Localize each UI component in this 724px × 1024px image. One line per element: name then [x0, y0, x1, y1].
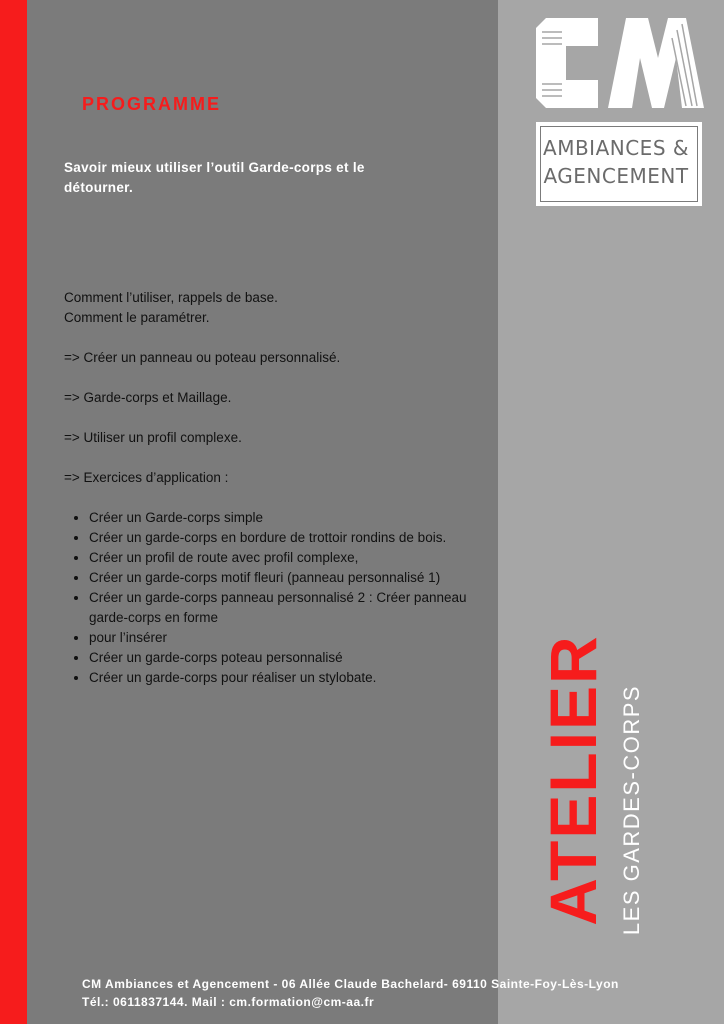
list-item: • Créer un profil de route avec profil complexe, [89, 548, 484, 568]
content-item: => Utiliser un profil complexe. [64, 430, 242, 445]
content-line: Comment le paramétrer. [64, 310, 210, 325]
cm-logo-mark [536, 18, 706, 108]
company-logo [536, 18, 706, 202]
logo-line-1: AMBIANCES & [543, 136, 689, 160]
atelier-title: ATELIER [536, 634, 610, 926]
list-item: • Créer un garde-corps en bordure de trottoir rondins de bois. [89, 528, 484, 548]
intro-text: Savoir mieux utiliser l’outil Garde-corps et le détourner. [64, 160, 365, 195]
atelier-subtitle: LES GARDES-CORPS [619, 684, 644, 936]
footer-contact [82, 975, 682, 1011]
footer-phone-mail: Tél.: 0611837144. Mail : cm.formation@cm-aa.fr [82, 995, 375, 1009]
exercise-list [64, 508, 484, 688]
list-item: • Créer un garde-corps pour réaliser un stylobate. [89, 668, 484, 688]
logo-line-2: AGENCEMENT [543, 164, 689, 188]
content-line: Comment l’utiliser, rappels de base. [64, 290, 278, 305]
list-item: • pour l’insérer [89, 628, 484, 648]
content-item: => Exercices d’application : [64, 470, 229, 485]
logo-text-box [536, 122, 702, 206]
red-accent-bar [0, 0, 27, 1024]
programme-content [64, 288, 484, 688]
programme-title: PROGRAMME [82, 94, 221, 114]
content-item: => Garde-corps et Maillage. [64, 390, 232, 405]
content-item: => Créer un panneau ou poteau personnalisé. [64, 350, 341, 365]
footer-address: CM Ambiances et Agencement - 06 Allée Claude Bachelard- 69110 Sainte-Foy-Lès-Lyon [82, 977, 619, 991]
list-item: • Créer un garde-corps motif fleuri (panneau personnalisé 1) [89, 568, 484, 588]
list-item: • Créer un Garde-corps simple [89, 508, 484, 528]
list-item: • Créer un garde-corps panneau personnalisé 2 : Créer panneau garde-corps en forme [89, 588, 484, 628]
list-item: • Créer un garde-corps poteau personnalisé [89, 648, 484, 668]
